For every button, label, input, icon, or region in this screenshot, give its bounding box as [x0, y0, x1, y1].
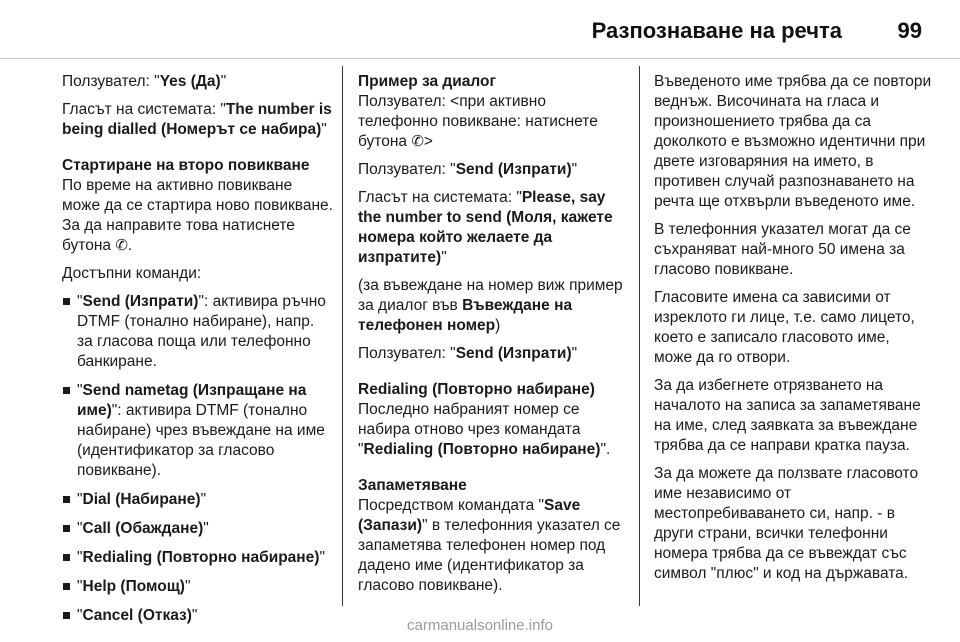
page-header [0, 0, 960, 62]
second-call-section [62, 156, 334, 256]
dialog-system-line: Гласът на системата: "The number is being dialled (Номерът се набира)" [62, 101, 332, 138]
list-item: "Call (Обаждане)" [62, 519, 334, 539]
second-call-text: По време на активно повикване може да се стартира ново повикване. За да направите това натиснете бутона ✆. [62, 177, 333, 254]
paragraph: За да избегнете отрязването на началото на записа за запаметяване на име, след заявката за въвеждане трябва да се направи кратка пауза. [654, 377, 921, 454]
paragraph: За да можете да ползвате гласовото име независимо от местопребиваването си, напр. - в други страни, всички телефонни номера трябва да се въвеждат със символ "плюс" и код на държавата. [654, 465, 919, 582]
example-user-line: Ползувател: "Send (Изпрати)" [358, 161, 578, 178]
save-section [358, 476, 630, 596]
example-note: (за въвеждане на номер виж пример за диалог във Въвеждане на телефонен номер) [358, 277, 623, 334]
page-number: 99 [897, 18, 922, 43]
column-divider-2 [639, 66, 640, 606]
example-heading: Пример за диалог [358, 73, 496, 90]
list-item: "Dial (Набиране)" [62, 490, 334, 510]
column-3 [654, 72, 932, 592]
header-divider [0, 58, 960, 59]
watermark: carmanualsonline.info [407, 617, 553, 634]
list-item: "Send (Изпрати)": активира ръчно DTMF (тонално набиране), напр. за гласова поща или телефонно банкиране. [62, 292, 334, 372]
second-call-heading: Стартиране на второ повикване [62, 157, 310, 174]
list-item: "Redialing (Повторно набиране)" [62, 548, 334, 568]
column-1 [62, 72, 334, 635]
commands-list [62, 292, 334, 626]
save-text: Посредством командата "Save (Запази)" в телефонния указател се запаметява телефонен номер под дадено име (идентификатор за гласово повикване). [358, 497, 621, 594]
commands-intro: Достъпни команди: [62, 265, 202, 282]
save-heading: Запаметяване [358, 477, 467, 494]
dialog-user-line: Ползувател: "Yes (Да)" [62, 73, 227, 90]
list-item: "Help (Помощ)" [62, 577, 334, 597]
redial-section [358, 380, 630, 460]
example-user-line-2: Ползувател: "Send (Изпрати)" [358, 345, 578, 362]
list-item: "Cancel (Отказ)" [62, 606, 334, 626]
page-title: Разпознаване на речта [591, 18, 842, 43]
redial-heading: Redialing (Повторно набиране) [358, 381, 595, 398]
paragraph: Въведеното име трябва да се повтори веднъж. Височината на гласа и произношението трябва да са доколкото е възможно идентични при двете изговаряния на името, в противен случай разпознаването на речта ще отхвърли въведеното име. [654, 73, 932, 210]
column-2 [358, 72, 630, 604]
redial-text: Последно набраният номер се набира отново чрез командата "Redialing (Повторно набиране)". [358, 401, 611, 458]
paragraph: Гласовите имена са зависими от изреклото ги лице, т.е. само лицето, което е записало гласовото име, може да го отвори. [654, 289, 915, 366]
list-item: "Send nametag (Изпращане на име)": активира DTMF (тонално набиране) чрез въвеждане на име (идентификатор за гласово повикване). [62, 381, 334, 481]
example-user-action: Ползувател: <при активно телефонно повикване: натиснете бутона ✆> [358, 93, 598, 150]
phone-icon: ✆ [411, 133, 424, 150]
column-divider-1 [342, 66, 343, 606]
example-system-line: Гласът на системата: "Please, say the number to send (Моля, кажете номера който желаете да изпратите)" [358, 189, 613, 266]
phone-icon: ✆ [115, 237, 128, 254]
paragraph: В телефонния указател могат да се съхраняват най-много 50 имена за гласово повикване. [654, 221, 911, 278]
